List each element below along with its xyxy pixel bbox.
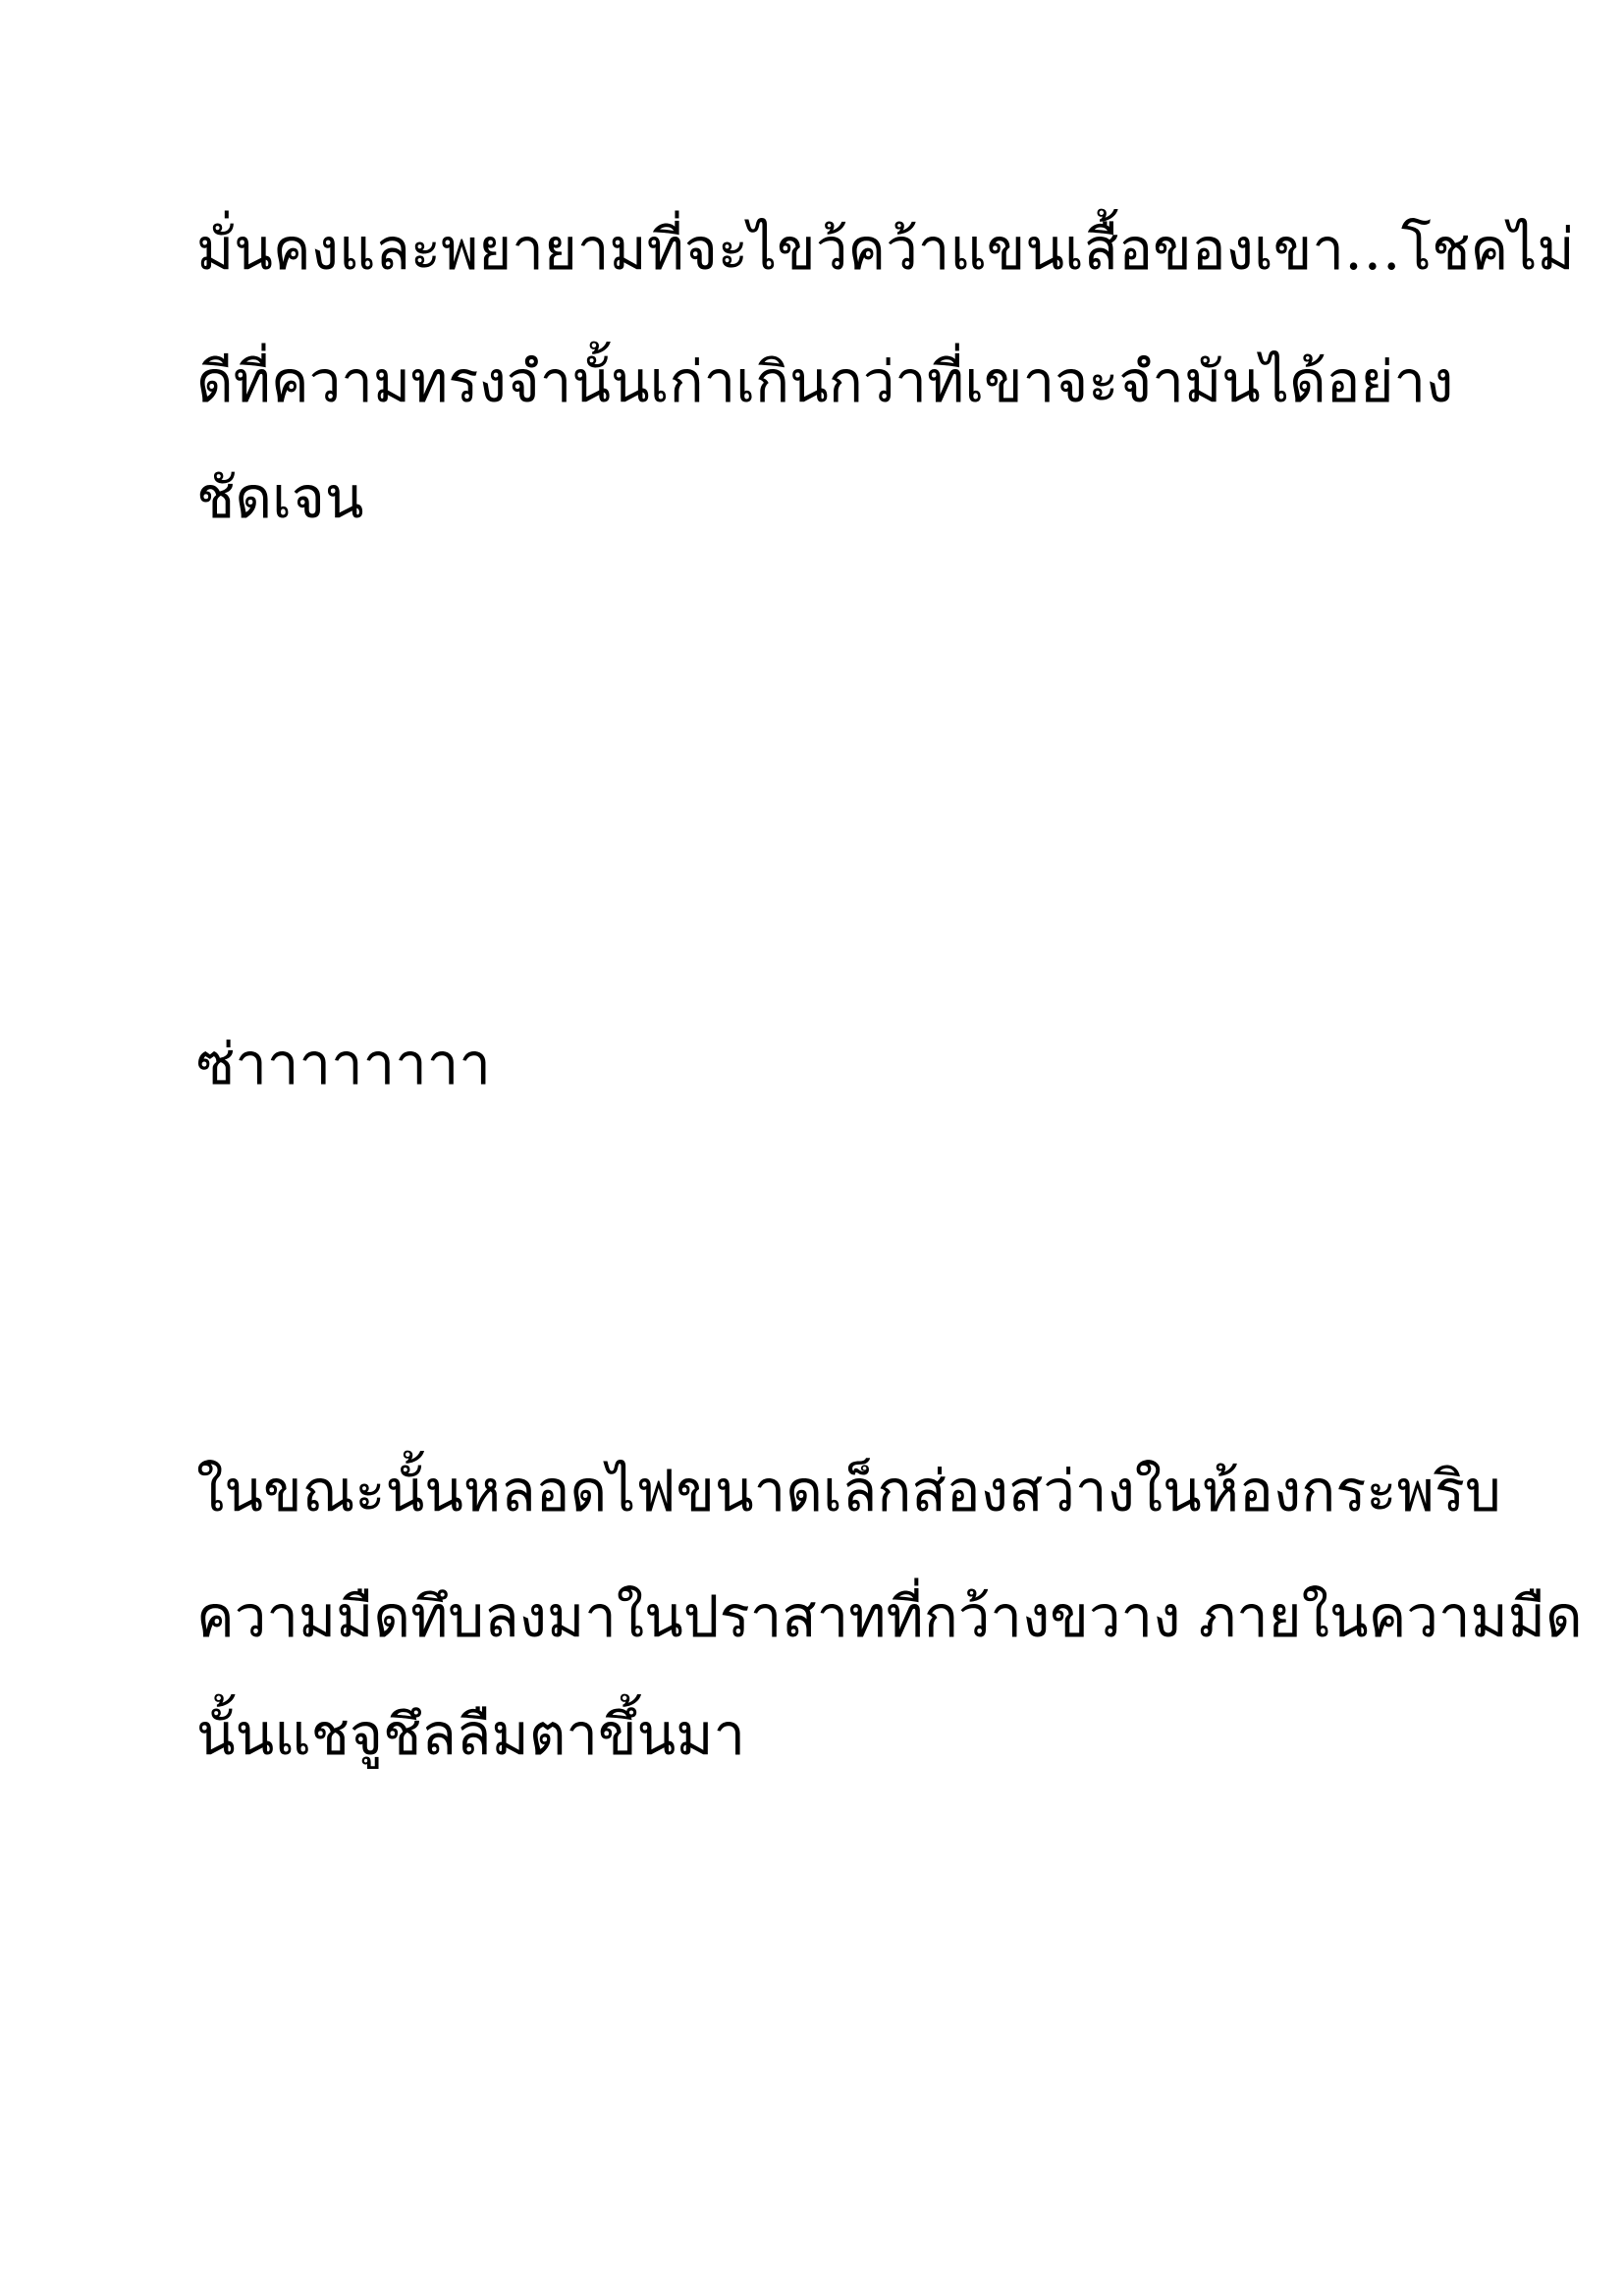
paragraph-1-line-3: ชัดเจน — [196, 464, 364, 531]
paragraph-3-line-1: ในขณะนั้นหลอดไฟขนาดเล็กส่องสว่างในห้องกระพริบ — [196, 1458, 1501, 1524]
paragraph-2-line-1: ซ่าาาาาาาา — [196, 1031, 491, 1097]
paragraph-1-line-2: ดีที่ความทรงจำนั้นเก่าเกินกว่าที่เขาจะจำมันได้อย่าง — [196, 348, 1454, 415]
paragraph-3-line-3: นั้นแชจูชึลลืมตาขึ้นมา — [196, 1701, 746, 1768]
paragraph-3-line-2: ความมืดทึบลงมาในปราสาทที่กว้างขวาง ภายในความมืด — [196, 1583, 1583, 1650]
paragraph-1-line-1: มั่นคงและพยายามที่จะไขว้คว้าแขนเสื้อของเขา…โชคไม่ — [196, 216, 1575, 283]
